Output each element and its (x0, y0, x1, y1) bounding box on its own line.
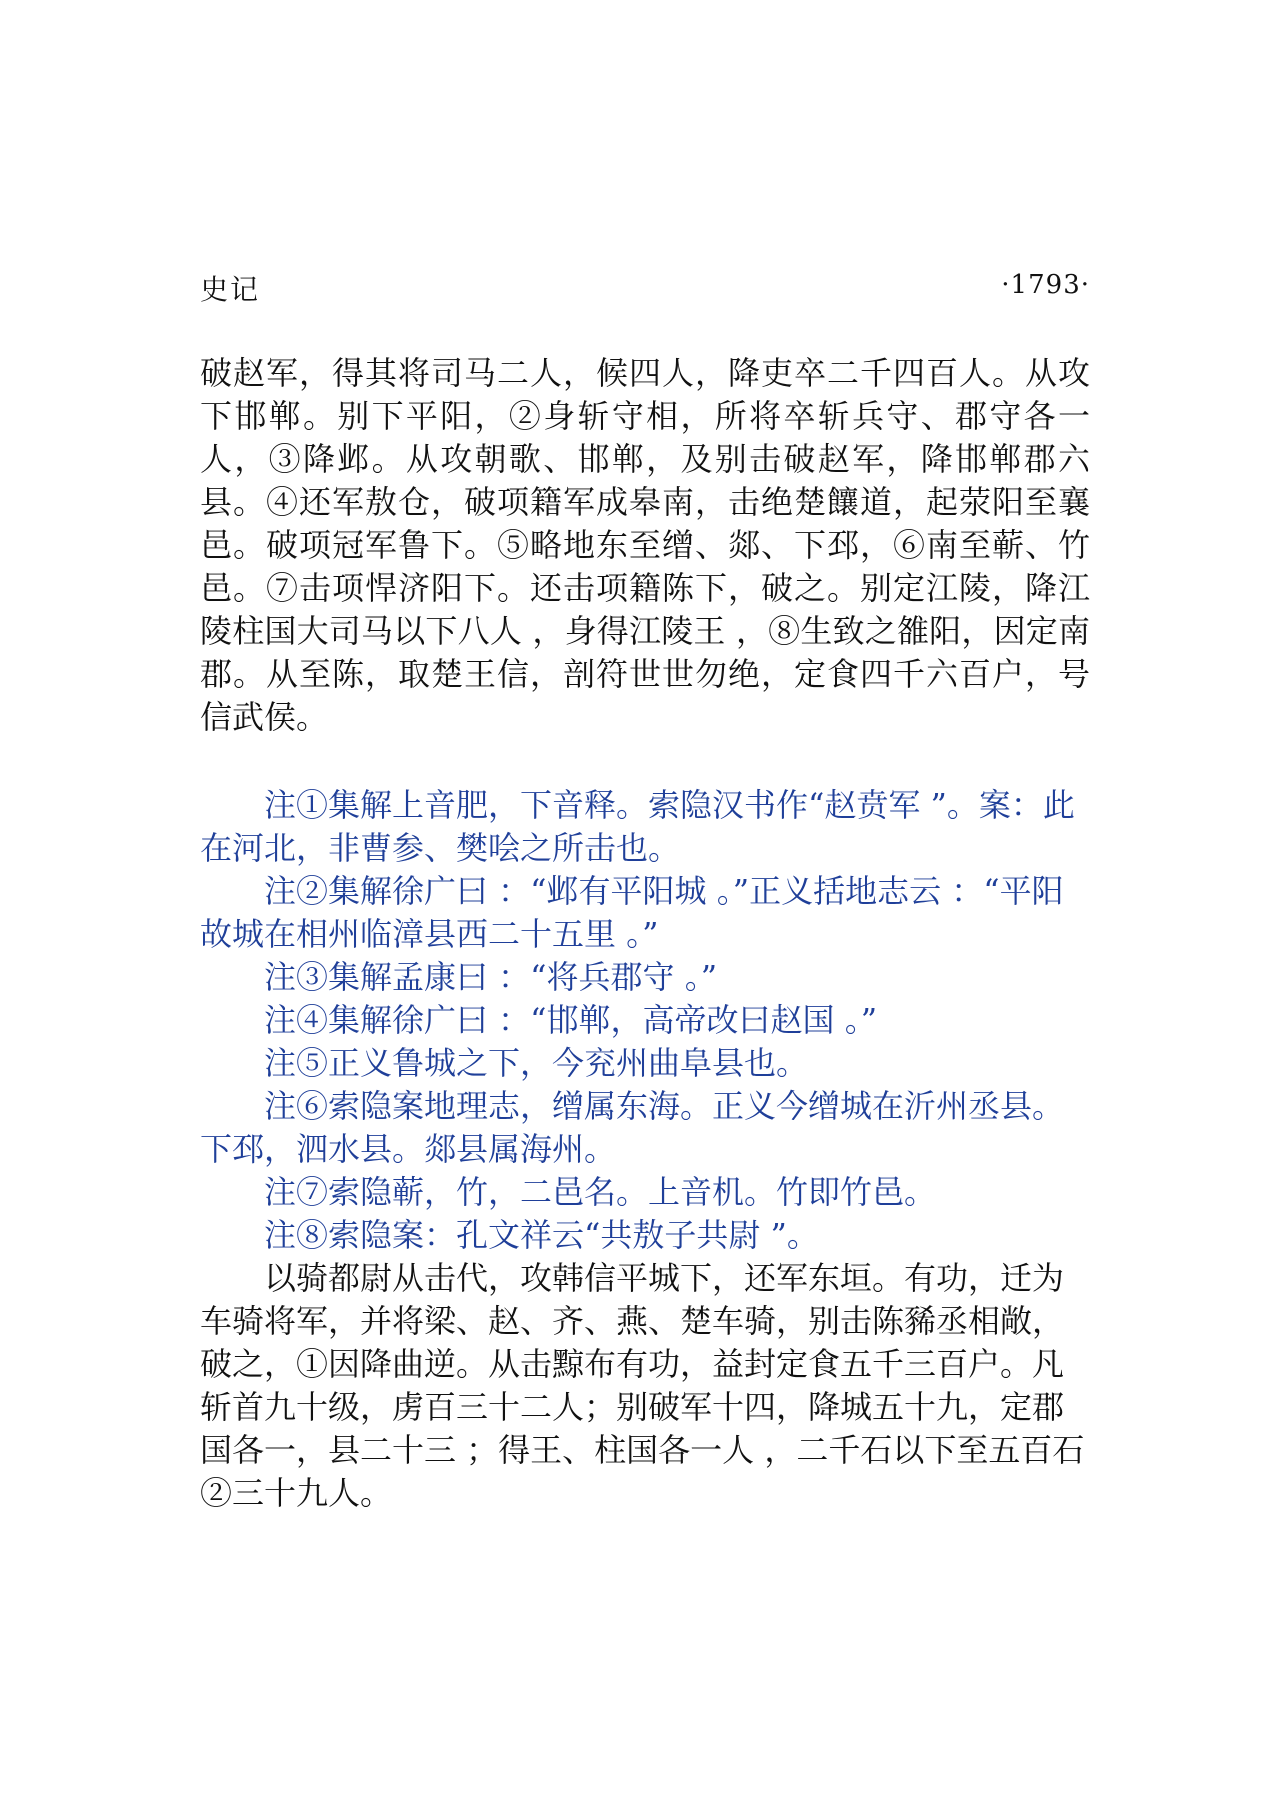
note-6: 注⑥索隐案地理志，缯属东海。正义今缯城在沂州丞县。下邳，泗水县。郯县属海州。 (200, 1087, 1065, 1168)
note-2: 注②集解徐广曰 ：“邺有平阳城 。”正义括地志云 ：“平阳故城在相州临漳县西二十五里 。” (200, 872, 1064, 953)
book-title: 史记 (200, 273, 261, 306)
page-header (200, 268, 1090, 308)
continuation-paragraph: 以骑都尉从击代，攻韩信平城下，还军东垣。有功，迁为车骑将军，并将梁、赵、齐、燕、楚车骑，别击陈豨丞相敞，破之，①因降曲逆。从击黥布有功，益封定食五千三百户。凡斩首九十级，虏百三十二人；别破军十四，降城五十九，定郡国各一，县二十三 ；得王、柱国各一人 ，二千石以下至五百石②三十九人。 (200, 1259, 1085, 1512)
page-number: ·1793· (1001, 270, 1090, 300)
main-paragraph: 破赵军，得其将司马二人，候四人，降吏卒二千四百人。从攻下邯郸。别下平阳，②身斩守相，所将卒斩兵守、郡守各一人，③降邺。从攻朝歌、邯郸，及别击破赵军，降邯郸郡六县。④还军敖仓，破项籍军成皋南，击绝楚饟道，起荥阳至襄邑。破项冠军鲁下。⑤略地东至缯、郯、下邳，⑥南至蕲、竹邑。⑦击项悍济阳下。还击项籍陈下，破之。别定江陵，降江陵柱国大司马以下八人 ，身得江陵王 ，⑧生致之雒阳，因定南郡。从至陈，取楚王信，剖符世世勿绝，定食四千六百户，号信武侯。 (200, 354, 1090, 736)
note-5: 注⑤正义鲁城之下，今兖州曲阜县也。 (264, 1044, 809, 1082)
note-4: 注④集解徐广曰 ：“邯郸，高帝改曰赵国 。” (264, 1001, 878, 1039)
notes-block (200, 784, 1090, 1257)
note-3: 注③集解孟康曰 ：“将兵郡守 。” (264, 958, 718, 996)
note-7: 注⑦索隐蕲，竹，二邑名。上音机。竹即竹邑。 (264, 1173, 937, 1211)
note-8: 注⑧索隐案：孔文祥云“共敖子共尉 ”。 (264, 1216, 819, 1254)
continuation-text-block (200, 1257, 1090, 1515)
note-1: 注①集解上音肥，下音释。索隐汉书作“赵贲军 ”。案：此在河北，非曹参、樊哙之所击也。 (200, 786, 1075, 867)
main-text-block (200, 352, 1090, 739)
